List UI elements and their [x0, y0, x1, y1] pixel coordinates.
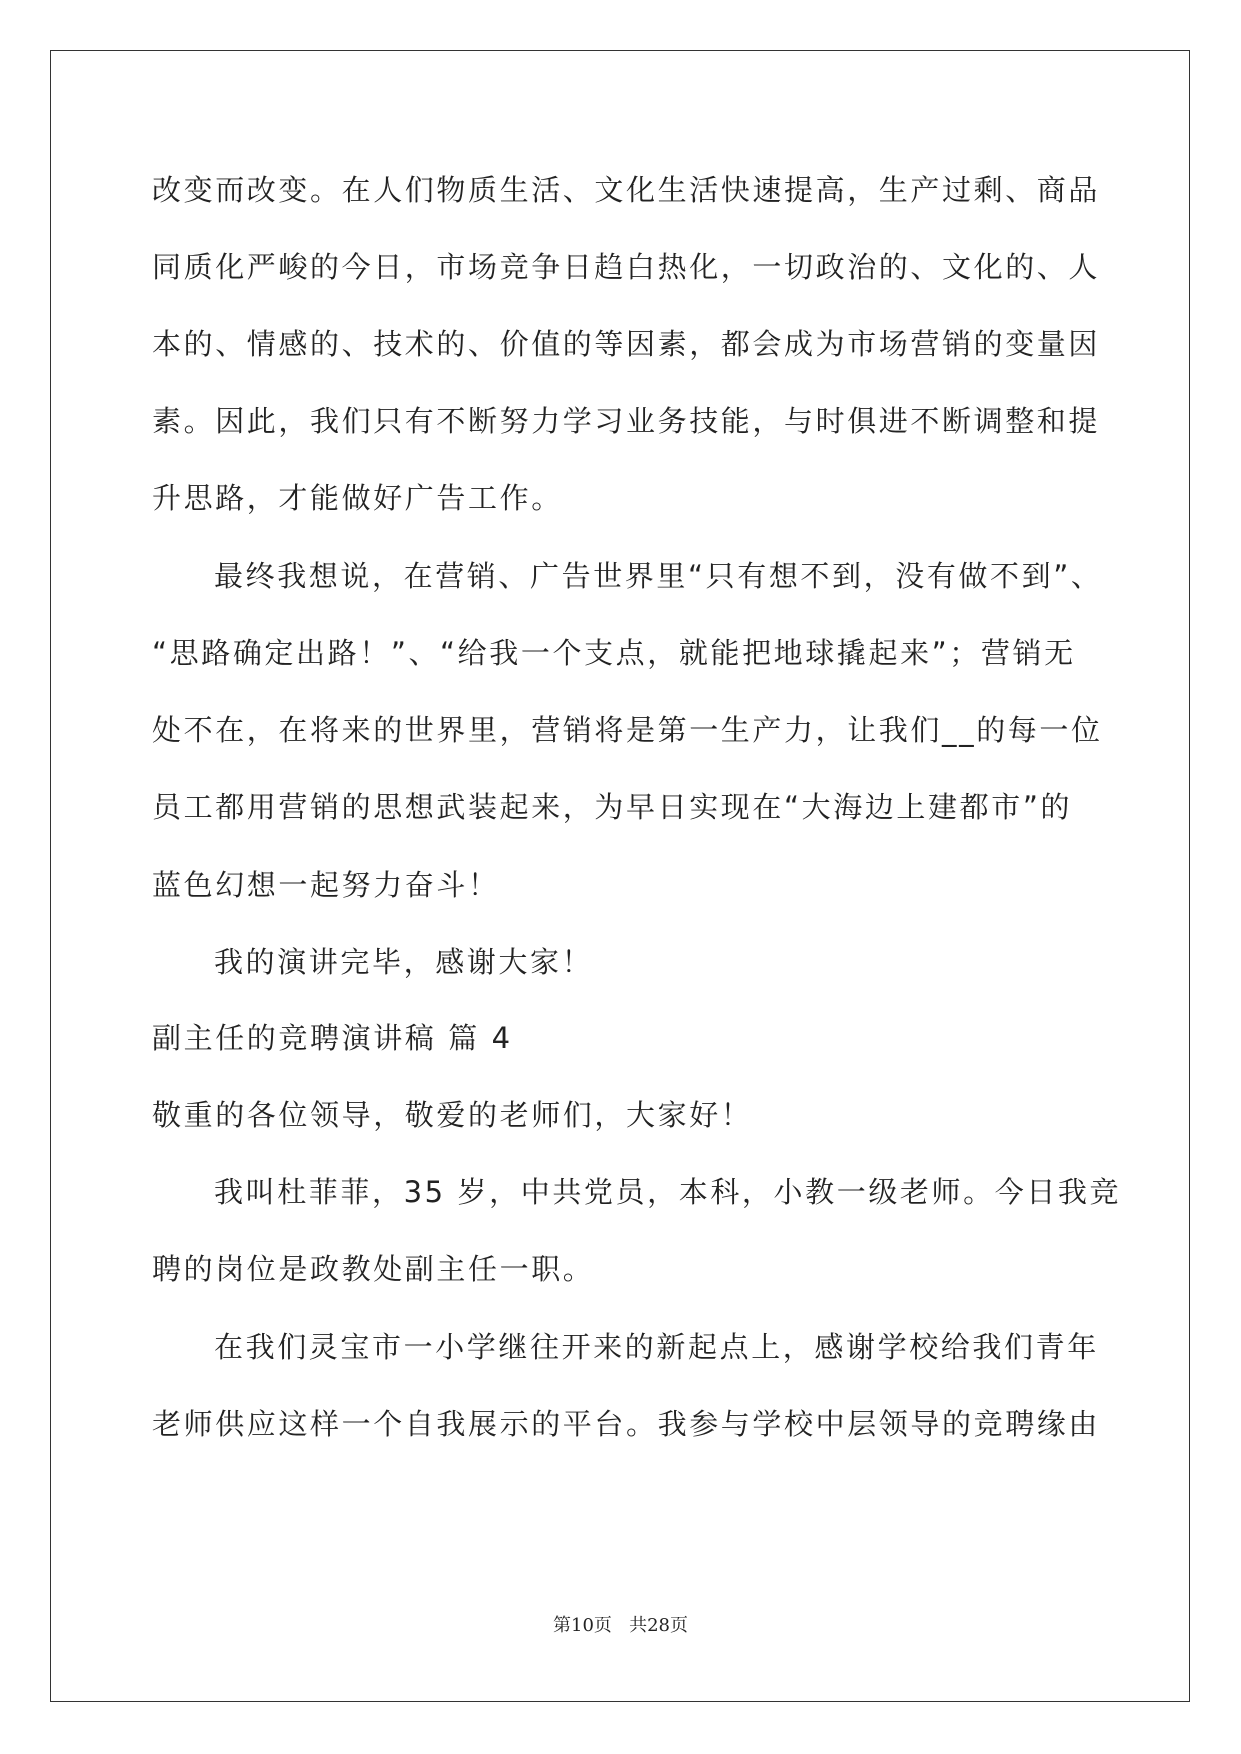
body-line: 升思路，才能做好广告工作。 — [152, 481, 563, 515]
body-line: 我的演讲完毕，感谢大家！ — [214, 945, 594, 979]
body-line: 处不在，在将来的世界里，营销将是第一生产力，让我们__的每一位 — [152, 713, 1103, 747]
salutation-line: 敬重的各位领导，敬爱的老师们，大家好！ — [152, 1098, 753, 1132]
body-line: 老师供应这样一个自我展示的平台。我参与学校中层领导的竞聘缘由 — [152, 1407, 1101, 1441]
body-line: 在我们灵宝市一小学继往开来的新起点上，感谢学校给我们青年 — [214, 1330, 1099, 1364]
body-line: 聘的岗位是政教处副主任一职。 — [152, 1252, 595, 1286]
page-number: 第10页 — [553, 1615, 612, 1636]
body-line: 蓝色幻想一起努力奋斗！ — [152, 868, 500, 902]
body-line: 员工都用营销的思想武装起来，为早日实现在“大海边上建都市”的 — [152, 790, 1073, 824]
body-line: 素。因此，我们只有不断努力学习业务技能，与时俱进不断调整和提 — [152, 404, 1101, 438]
body-line: 我叫杜菲菲，35 岁，中共党员，本科，小教一级老师。今日我竞 — [214, 1175, 1122, 1209]
page-total: 共28页 — [629, 1615, 688, 1636]
body-line: 同质化严峻的今日，市场竞争日趋白热化，一切政治的、文化的、人 — [152, 250, 1101, 284]
section-heading: 副主任的竞聘演讲稿 篇 4 — [152, 1021, 513, 1055]
body-line: 最终我想说，在营销、广告世界里“只有想不到，没有做不到”、 — [214, 559, 1103, 593]
body-line: 本的、情感的、技术的、价值的等因素，都会成为市场营销的变量因 — [152, 327, 1101, 361]
page-footer — [0, 1614, 1241, 1638]
body-line: 改变而改变。在人们物质生活、文化生活快速提高，生产过剩、商品 — [152, 173, 1101, 207]
body-line: “思路确定出路！”、“给我一个支点，就能把地球撬起来”；营销无 — [152, 636, 1076, 670]
